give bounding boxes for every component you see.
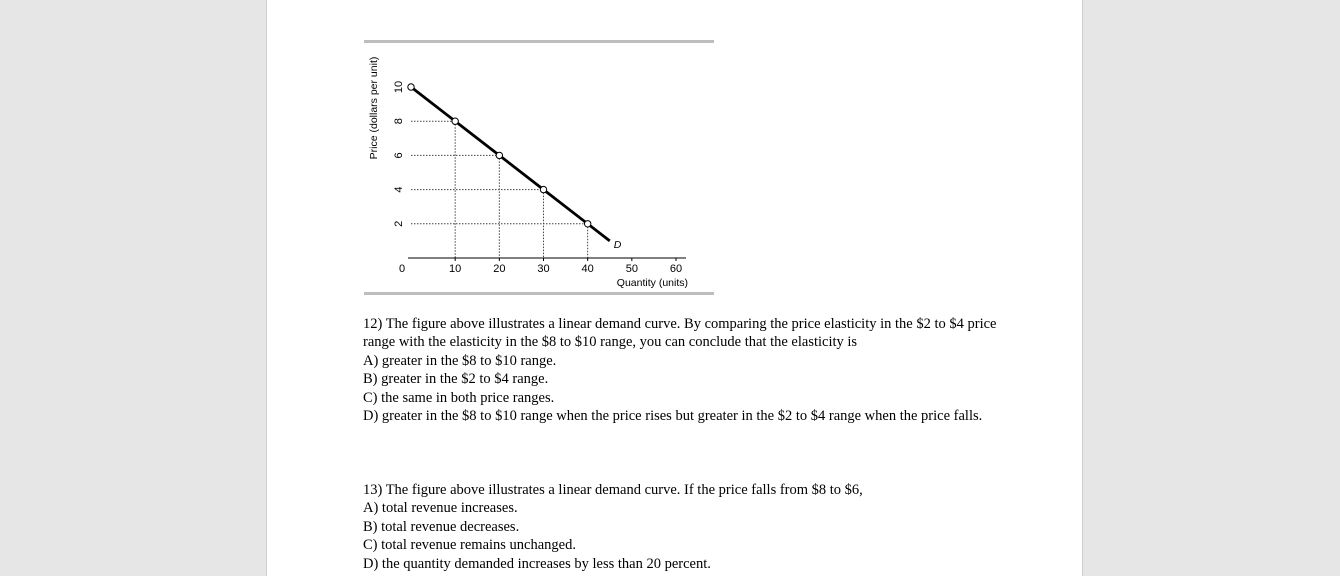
x-tick-label: 0 (398, 263, 406, 275)
answer-option: A) total revenue increases. (363, 500, 518, 517)
question-stem: 12) The figure above illustrates a linear demand curve. By comparing the price elasticity in the $2 to $4 price range with the elasticity in the $8 to $10 range, you can conclude that the elasticity is (363, 316, 997, 351)
data-point (408, 84, 414, 90)
figure-top-rule (364, 40, 714, 43)
question-stem: 13) The figure above illustrates a linear demand curve. If the price falls from $8 to $6, (363, 482, 863, 498)
x-tick-label: 20 (493, 263, 506, 275)
data-point (540, 186, 546, 192)
question-13 (363, 481, 1003, 573)
answer-option: B) greater in the $2 to $4 range. (363, 371, 549, 388)
answer-option: D) the quantity demanded increases by less than 20 percent. (363, 555, 711, 572)
x-tick-label: 60 (669, 263, 683, 275)
demand-chart (364, 40, 714, 298)
demand-curve-figure (364, 40, 714, 298)
data-point (452, 118, 458, 124)
curve-label-d: D (613, 238, 622, 251)
x-tick-label: 10 (449, 263, 462, 275)
question-12 (363, 315, 1003, 425)
data-point (584, 221, 590, 227)
x-tick-label: 30 (537, 263, 550, 275)
x-tick-label: 40 (581, 263, 594, 275)
answer-option: C) total revenue remains unchanged. (363, 537, 576, 554)
demand-line (411, 87, 610, 241)
answer-option: B) total revenue decreases. (363, 518, 520, 535)
y-tick-label: 10 (393, 80, 405, 94)
y-axis-label: Price (dollars per unit) (368, 56, 380, 160)
answer-option: D) greater in the $8 to $10 range when the price rises but greater in the $2 to $4 range when the price falls. (363, 408, 983, 425)
data-point (496, 152, 502, 158)
document-page (266, 0, 1083, 576)
figure-bottom-rule (364, 292, 714, 295)
y-tick-label: 4 (393, 186, 405, 193)
y-tick-label: 8 (393, 118, 405, 125)
answer-option: C) the same in both price ranges. (363, 389, 555, 406)
x-tick-label: 50 (625, 263, 638, 275)
y-tick-label: 2 (393, 220, 405, 227)
x-axis-label: Quantity (units) (616, 277, 688, 289)
y-tick-label: 6 (393, 152, 405, 159)
answer-option: A) greater in the $8 to $10 range. (363, 352, 557, 369)
